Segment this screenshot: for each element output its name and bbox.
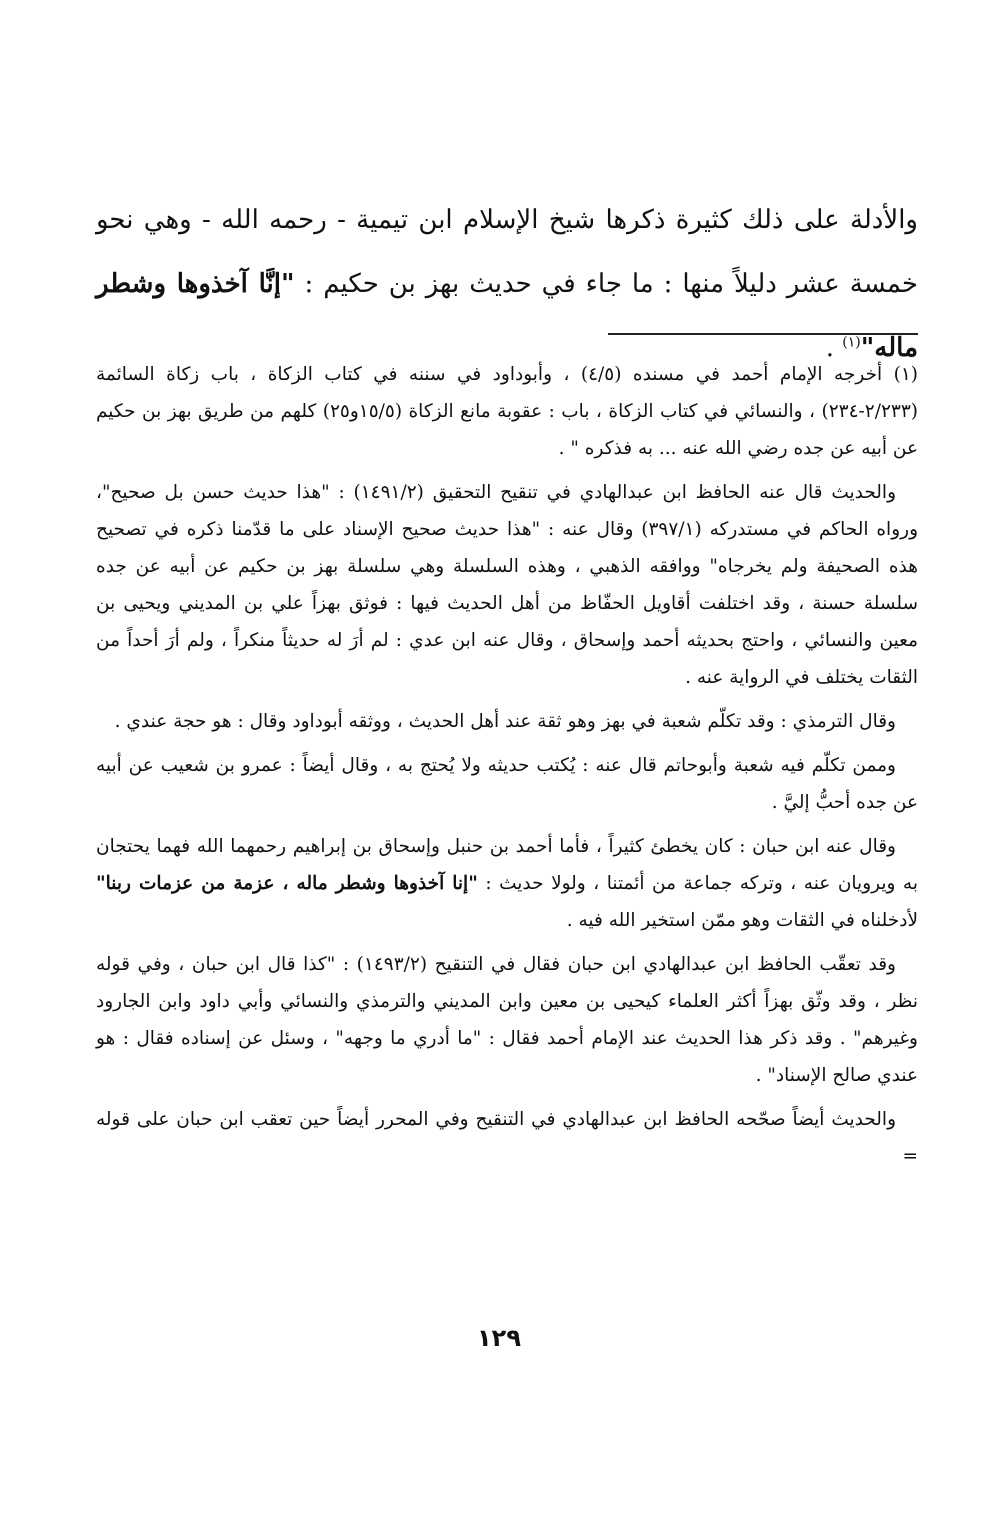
main-text-end: . [825,333,843,363]
main-text-body [96,188,918,380]
footnote-paragraph-continuation: والحديث أيضاً صحّحه الحافظ ابن عبدالهادي في التنقيح وفي المحرر أيضاً حين تعقب ابن حبان على قوله = [96,1109,918,1167]
footnote-paragraph-ibn-hibban [96,828,918,939]
footnote-divider [608,333,918,335]
page-number: ١٢٩ [477,1324,521,1352]
footnotes-section [96,356,918,1182]
footnote-paragraph-ibn-abdulhadi: وقد تعقّب الحافظ ابن عبدالهادي ابن حبان فقال في التنقيح (١٤٩٣/٢) : "كذا قال ابن حبان ، وفي قوله نظر ، وقد وثّق بهزاً أكثر العلماء كيحيى بن معين وابن المديني والترمذي والنسائي وأبي داود وابن الجارود وغيرهم" . وقد ذكر هذا الحديث عند الإمام أحمد فقال : "ما أدري ما وجهه" ، وسئل عن إسناده فقال : هو عندي صالح الإسناد" . [96,954,918,1086]
footnote-paragraph-tirmidhi: وقال الترمذي : وقد تكلّم شعبة في بهز وهو ثقة عند أهل الحديث ، ووثقه أبوداود وقال : هو حجة عندي . [114,711,896,732]
ibn-hibban-text-b: لأدخلناه في الثقات وهو ممّن استخير الله فيه . [566,910,918,931]
footnote-paragraph-shuba: وممن تكلّم فيه شعبة وأبوحاتم قال عنه : يُكتب حديثه ولا يُحتج به ، وقال أيضاً : عمرو بن شعيب عن أبيه عن جده أحبُّ إليَّ . [96,755,918,813]
main-paragraph [96,188,918,380]
ibn-hibban-quote: "إنا آخذوها وشطر ماله ، عزمة من عزمات ربنا" [96,873,478,894]
footnote-reference: (١) [842,334,861,351]
hadith-quote: "إنَّا آخذوها وشطر ماله" [96,269,918,363]
footnote-1: (١) أخرجه الإمام أحمد في مسنده (٤/٥) ، وأبوداود في سننه في كتاب الزكاة ، باب زكاة السائمة (٢/٢٣٣-٢٣٤) ، والنسائي في كتاب الزكاة ، باب : عقوبة مانع الزكاة (١٥/٥و٢٥) كلهم من طريق بهز بن حكيم عن أبيه عن جده رضي الله عنه ... به فذكره " . [96,364,918,459]
footnote-paragraph-hadith-grading: والحديث قال عنه الحافظ ابن عبدالهادي في تنقيح التحقيق (١٤٩١/٢) : "هذا حديث حسن بل صحيح"، ورواه الحاكم في مستدركه (٣٩٧/١) وقال عنه : "هذا حديث صحيح الإسناد على ما قدّمنا ذكره في تصحيح هذه الصحيفة ولم يخرجاه" ووافقه الذهبي ، وهذه السلسلة وهي سلسلة بهز بن حكيم عن أبيه عن جده سلسلة حسنة ، وقد اختلفت أقاويل الحفّاظ من أهل الحديث فيها : فوثق بهزاً علي بن المديني ويحيى بن معين والنسائي ، واحتج بحديثه أحمد وإسحاق ، وقال عنه ابن عدي : لم أرَ له حديثاً منكراً ، ولم أرَ أحداً من الثقات يختلف في الرواية عنه . [96,482,918,688]
main-text-intro: والأدلة على ذلك كثيرة ذكرها شيخ الإسلام ابن تيمية - رحمه الله - وهي نحو خمسة عشر دليلاً منها : ما جاء في حديث بهز بن حكيم : [96,205,918,299]
ibn-hibban-text-a: وقال عنه ابن حبان : كان يخطئ كثيراً ، فأما أحمد بن حنبل وإسحاق بن إبراهيم رحمهما الله فهما يحتجان به ويرويان عنه ، وتركه جماعة من أئمتنا ، ولولا حديث : [96,836,918,894]
